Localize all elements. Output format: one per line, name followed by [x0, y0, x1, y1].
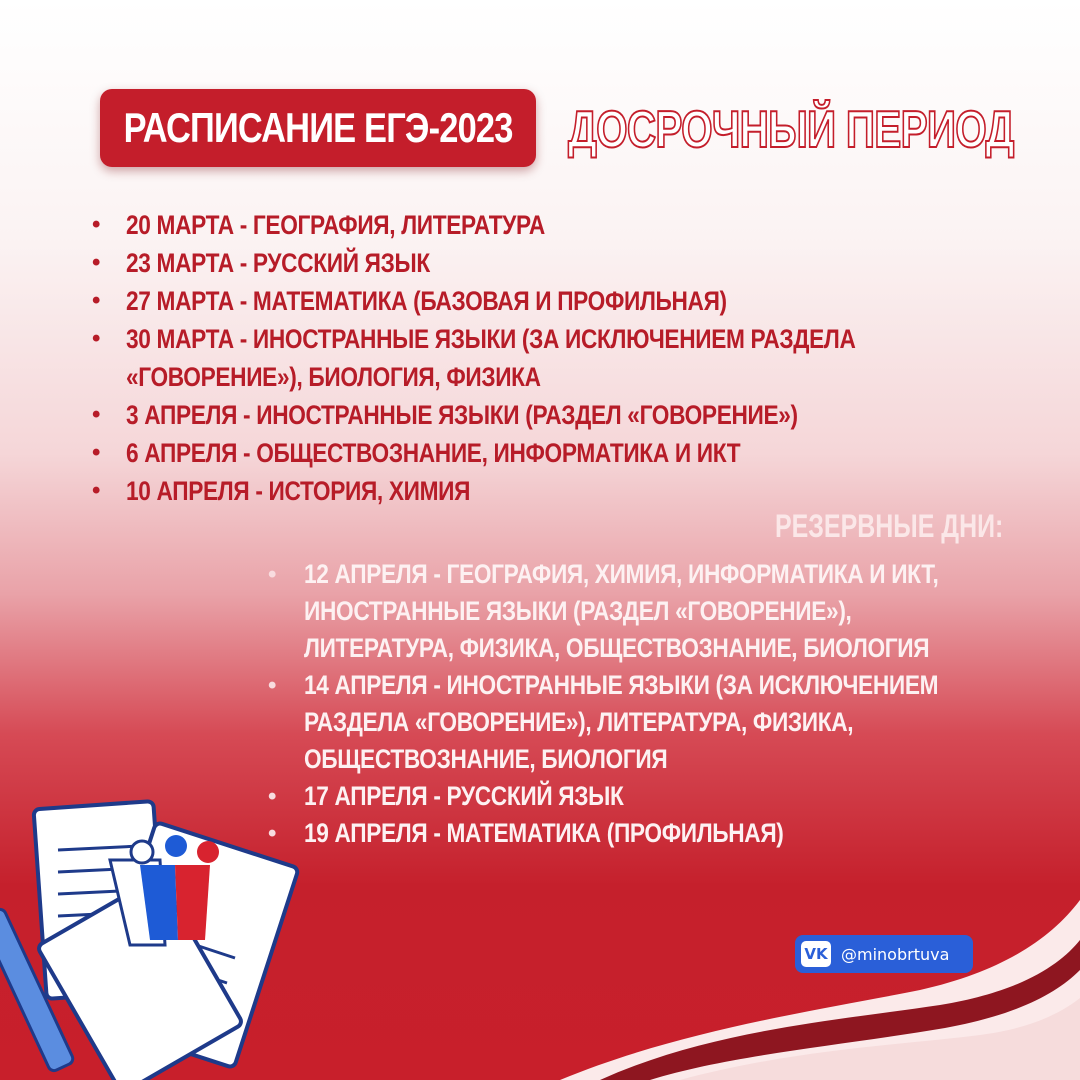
list-item: • 3 АПРЕЛЯ - ИНОСТРАННЫЕ ЯЗЫКИ (РАЗДЕЛ «ГОВОРЕНИЕ»): [92, 396, 992, 434]
list-item: • 12 АПРЕЛЯ - ГЕОГРАФИЯ, ХИМИЯ, ИНФОРМАТИКА И ИКТ, ИНОСТРАННЫЕ ЯЗЫКИ (РАЗДЕЛ «ГОВОРЕНИЕ»), ЛИТЕРАТУРА, ФИЗИКА, ОБЩЕСТВОЗНАНИЕ, БИОЛОГИЯ: [268, 556, 1028, 667]
social-handle: @minobrtuva: [841, 944, 950, 964]
list-item: • 6 АПРЕЛЯ - ОБЩЕСТВОЗНАНИЕ, ИНФОРМАТИКА И ИКТ: [92, 434, 992, 472]
schedule-list: [92, 206, 992, 510]
list-item: • 23 МАРТА - РУССКИЙ ЯЗЫК: [92, 244, 992, 282]
title-badge: [100, 89, 536, 167]
list-item: • 17 АПРЕЛЯ - РУССКИЙ ЯЗЫК: [268, 778, 1028, 815]
vk-icon: VK: [801, 941, 831, 967]
list-item: • 19 АПРЕЛЯ - МАТЕМАТИКА (ПРОФИЛЬНАЯ): [268, 815, 1028, 852]
list-item: • 10 АПРЕЛЯ - ИСТОРИЯ, ХИМИЯ: [92, 472, 992, 510]
list-item: • 14 АПРЕЛЯ - ИНОСТРАННЫЕ ЯЗЫКИ (ЗА ИСКЛЮЧЕНИЕМ РАЗДЕЛА «ГОВОРЕНИЕ»), ЛИТЕРАТУРА, ФИЗИКА, ОБЩЕСТВОЗНАНИЕ, БИОЛОГИЯ: [268, 667, 1028, 778]
reserve-list: [268, 556, 1028, 852]
documents-illustration: [0, 780, 370, 1080]
page-title: РАСПИСАНИЕ ЕГЭ-2023: [123, 104, 513, 151]
ribbon-decoration: [560, 880, 1080, 1080]
list-item: • 20 МАРТА - ГЕОГРАФИЯ, ЛИТЕРАТУРА: [92, 206, 992, 244]
period-heading: ДОСРОЧНЫЙ ПЕРИОД: [568, 101, 1014, 159]
social-badge[interactable]: [795, 935, 973, 973]
list-item: • 27 МАРТА - МАТЕМАТИКА (БАЗОВАЯ И ПРОФИЛЬНАЯ): [92, 282, 992, 320]
reserve-title: РЕЗЕРВНЫЕ ДНИ:: [775, 508, 1004, 544]
list-item: • 30 МАРТА - ИНОСТРАННЫЕ ЯЗЫКИ (ЗА ИСКЛЮЧЕНИЕМ РАЗДЕЛА «ГОВОРЕНИЕ»), БИОЛОГИЯ, ФИЗИКА: [92, 320, 992, 396]
